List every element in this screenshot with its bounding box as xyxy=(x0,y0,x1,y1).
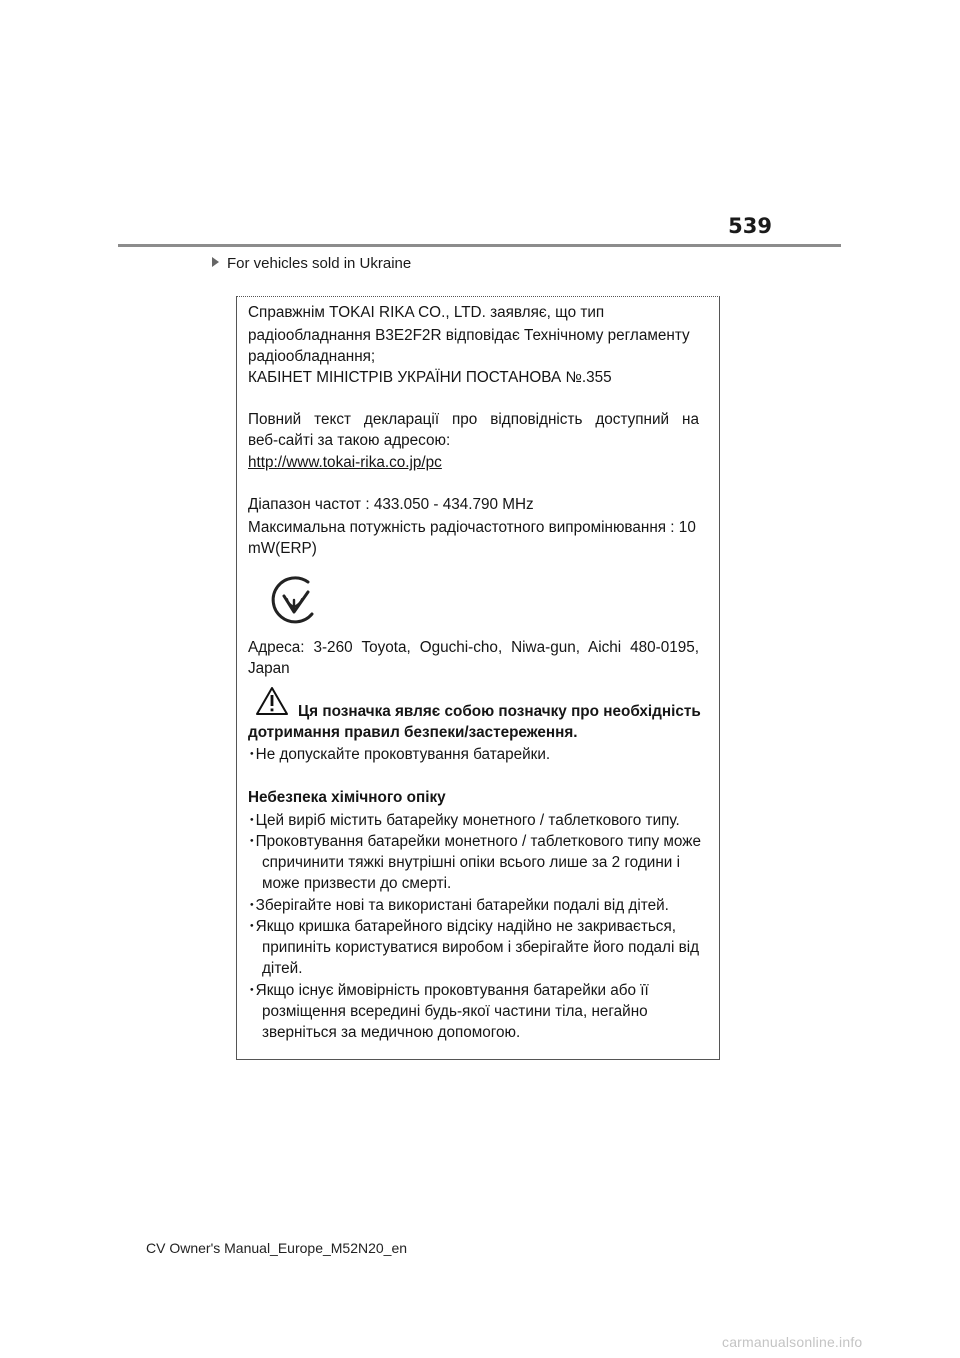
bullet-text: Проковтування батарейки монетного / таблеткового типу може xyxy=(255,833,701,850)
address-line: Japan xyxy=(248,660,290,677)
frequency-range: Діапазон частот : 433.050 - 434.790 MHz xyxy=(248,496,534,513)
triangle-right-icon xyxy=(212,257,219,267)
warning-heading: дотримання правил безпеки/застереження. xyxy=(248,724,578,741)
bullet-text: Якщо кришка батарейного відсіку надійно не закривається, xyxy=(255,918,676,935)
decl-line: радіообладнання B3E2F2R відповідає Технічному регламенту xyxy=(248,327,690,344)
decl-line: КАБІНЕТ МІНІСТРІВ УКРАЇНИ ПОСТАНОВА №.355 xyxy=(248,369,612,386)
bullet-glyph: ･ xyxy=(248,746,256,763)
bullet-glyph: ･ xyxy=(248,833,256,850)
decl-line: Повний текст декларації про відповідність доступний на xyxy=(248,411,699,428)
bullet-continuation: дітей. xyxy=(262,960,303,977)
ukraine-conformity-mark-icon xyxy=(268,574,320,626)
declaration-url-link[interactable]: http://www.tokai-rika.co.jp/pc xyxy=(248,454,442,471)
chemical-bullet xyxy=(248,917,676,937)
bullet-text: Цей виріб містить батарейку монетного / таблеткового типу. xyxy=(255,812,680,829)
bullet-text: Зберігайте нові та використані батарейки подалі від дітей. xyxy=(255,897,669,914)
chemical-bullet xyxy=(248,832,701,852)
warning-triangle-icon xyxy=(255,686,289,716)
max-power-line: mW(ERP) xyxy=(248,540,317,557)
bullet-glyph: ･ xyxy=(248,812,256,829)
bullet-continuation: спричинити тяжкі внутрішні опіки всього лише за 2 години і xyxy=(262,854,680,871)
section-heading-text: For vehicles sold in Ukraine xyxy=(227,255,412,272)
chemical-bullet xyxy=(248,811,680,831)
page-number: 539 xyxy=(728,214,772,238)
section-heading xyxy=(212,255,411,272)
bullet-text: Не допускайте проковтування батарейки. xyxy=(255,746,551,763)
footer-manual-id: CV Owner's Manual_Europe_M52N20_en xyxy=(146,1240,408,1256)
bullet-continuation: розміщення всередині будь-якої частини тіла, негайно xyxy=(262,1003,648,1020)
max-power-line: Максимальна потужність радіочастотного випромінювання : 10 xyxy=(248,519,696,536)
watermark: carmanualsonline.info xyxy=(722,1334,863,1350)
chemical-bullet xyxy=(248,896,669,916)
header-rule xyxy=(118,244,841,247)
warning-bullet xyxy=(248,745,550,765)
decl-line: радіообладнання; xyxy=(248,348,376,365)
address-line: Адреса: 3-260 Toyota, Oguchi-cho, Niwa-gun, Aichi 480-0195, xyxy=(248,639,699,656)
bullet-glyph: ･ xyxy=(248,918,256,935)
bullet-continuation: може призвести до смерті. xyxy=(262,875,452,892)
decl-line: Справжнім TOKAI RIKA CO., LTD. заявляє, що тип xyxy=(248,304,605,321)
chemical-bullet xyxy=(248,981,649,1001)
chemical-burn-heading: Небезпека хімічного опіку xyxy=(248,789,446,806)
bullet-continuation: зверніться за медичною допомогою. xyxy=(262,1024,521,1041)
warning-heading: Ця позначка являє собою позначку про необхідність xyxy=(298,703,701,720)
bullet-glyph: ･ xyxy=(248,897,256,914)
decl-line: веб-сайті за такою адресою: xyxy=(248,432,451,449)
bullet-continuation: припиніть користуватися виробом і зберігайте його подалі від xyxy=(262,939,700,956)
bullet-text: Якщо існує ймовірність проковтування батарейки або її xyxy=(255,982,649,999)
bullet-glyph: ･ xyxy=(248,982,256,999)
